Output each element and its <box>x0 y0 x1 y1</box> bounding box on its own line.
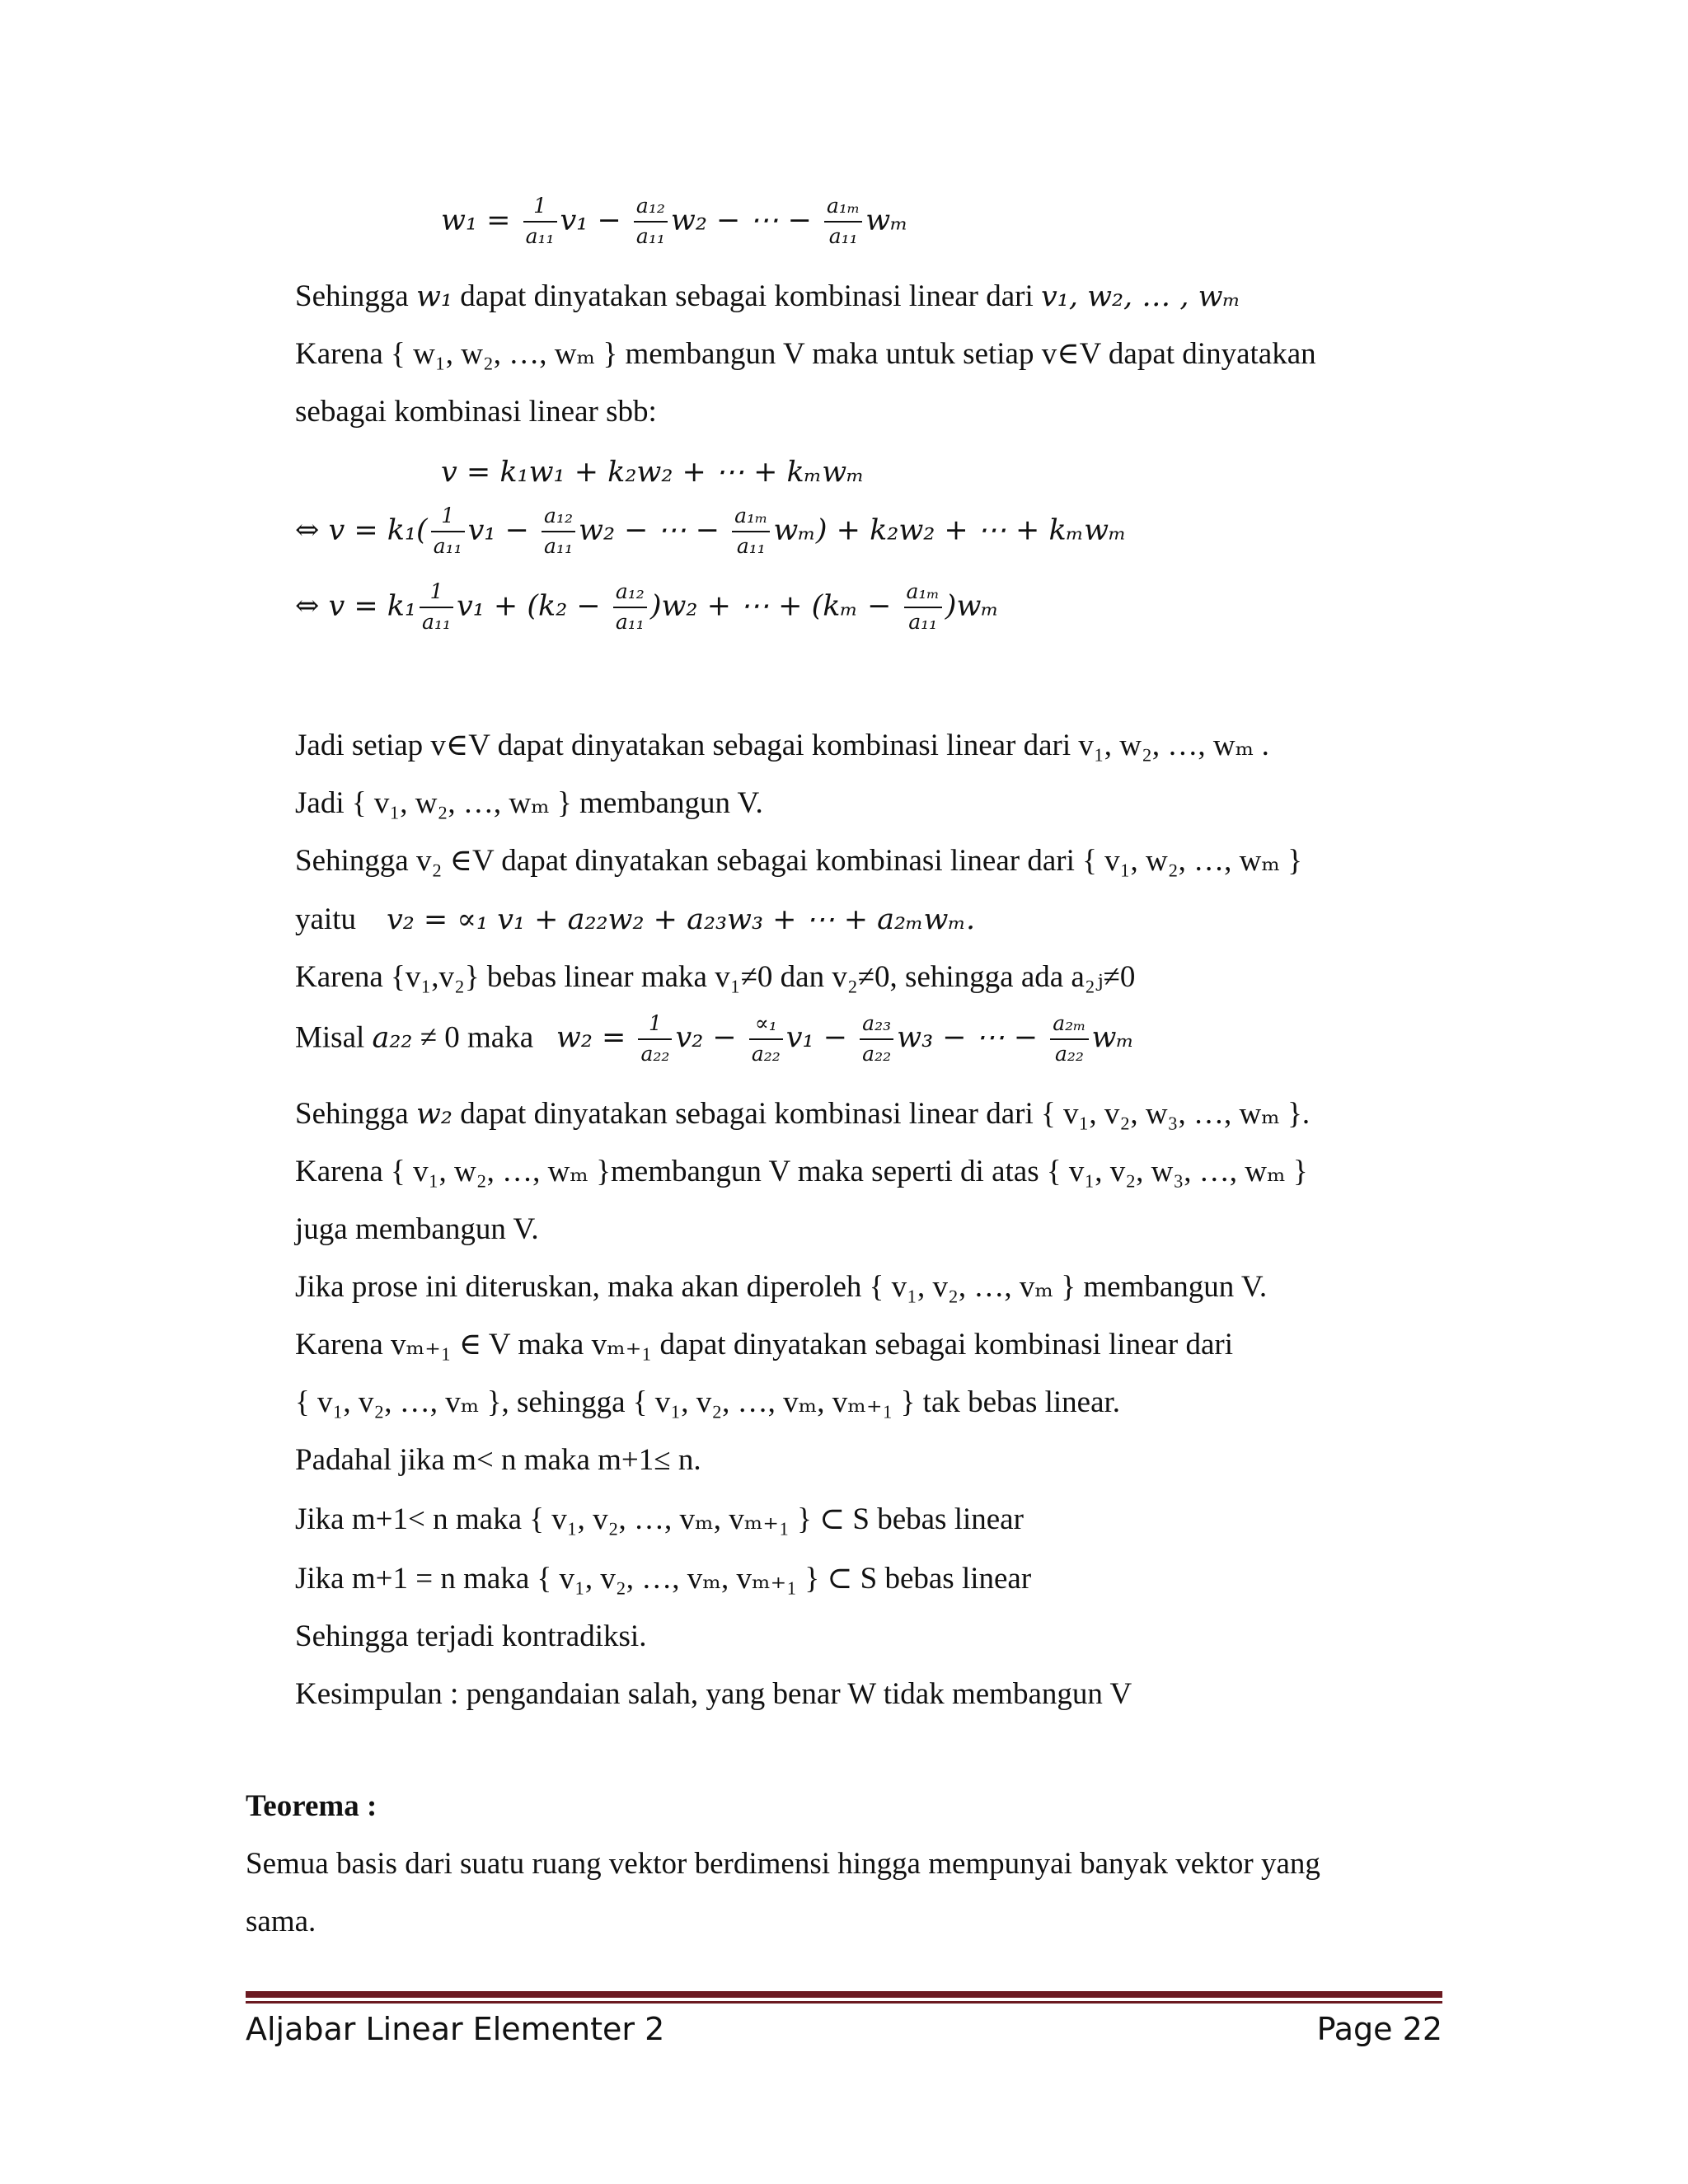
denominator: a₂₂ <box>1054 1041 1084 1066</box>
eq-part: v₁ + (k₂ − <box>457 589 610 623</box>
eq-part: v₁ − <box>467 513 539 547</box>
numerator: a₁₂ <box>634 194 668 223</box>
eq-part: wₘ <box>865 204 908 237</box>
paragraph-line: Jadi setiap v∈V dapat dinyatakan sebagai kombinasi linear dari v₁, w₂, …, wₘ . <box>295 729 1269 762</box>
paragraph-line: Karena vₘ₊₁ ∈ V maka vₘ₊₁ dapat dinyatakan sebagai kombinasi linear dari <box>295 1328 1234 1361</box>
text: yaitu <box>295 902 356 936</box>
eq-part: w₂ − ⋯ − <box>579 513 729 547</box>
footer-title: Aljabar Linear Elementer 2 <box>246 2011 665 2047</box>
text: ≠ 0 maka <box>412 1020 534 1055</box>
fraction <box>638 1012 672 1066</box>
eq-part: wₘ <box>1091 1021 1134 1055</box>
numerator: 1 <box>523 194 557 223</box>
text: dapat dinyatakan sebagai kombinasi linear dari <box>452 279 1042 313</box>
numerator: 1 <box>431 504 465 532</box>
eq-part: ⇔ v = k₁ <box>295 589 417 623</box>
footer-rule <box>246 1991 1442 1998</box>
paragraph-line: Jika m+1 = n maka { v₁, v₂, …, vₘ, vₘ₊₁ } ⊂ S bebas linear <box>295 1562 1032 1596</box>
numerator: a₁₂ <box>613 580 647 608</box>
eq-part: w₃ − ⋯ − <box>897 1021 1048 1055</box>
paragraph-line: Sehingga terjadi kontradiksi. <box>295 1619 647 1653</box>
equation-w2 <box>556 1011 1134 1066</box>
math-inline: w₁ <box>415 280 452 313</box>
denominator: a₁₁ <box>433 533 462 558</box>
denominator: a₁₁ <box>525 223 555 248</box>
text: Misal <box>295 1020 373 1055</box>
fraction <box>824 194 862 249</box>
denominator: a₁₁ <box>422 609 451 634</box>
eq-part: v₂ − <box>675 1021 746 1055</box>
numerator: a₁ₘ <box>732 504 770 532</box>
eq-part: w₁ = <box>441 204 520 237</box>
paragraph-line: Kesimpulan : pengandaian salah, yang benar W tidak membangun V <box>295 1677 1132 1711</box>
equation-v-collected <box>295 580 999 635</box>
fraction <box>420 580 453 635</box>
paragraph-line <box>295 902 975 938</box>
eq-part: )wₘ <box>945 589 999 623</box>
numerator: a₂₃ <box>860 1012 893 1040</box>
numerator: a₁ₘ <box>824 194 862 223</box>
paragraph-line: sebagai kombinasi linear sbb: <box>295 395 657 429</box>
equation-v-expanded <box>295 504 1127 559</box>
paragraph-line <box>295 1012 1134 1066</box>
text: Sehingga <box>295 279 416 313</box>
numerator: 1 <box>638 1012 672 1040</box>
theorem-heading: Teorema : <box>246 1789 377 1823</box>
numerator: 1 <box>420 580 453 608</box>
paragraph-line: Jika prose ini diteruskan, maka akan diperoleh { v₁, v₂, …, vₘ } membangun V. <box>295 1270 1268 1304</box>
denominator: a₁₁ <box>544 533 573 558</box>
denominator: a₂₂ <box>751 1041 781 1066</box>
equation-v: v = k₁w₁ + k₂w₂ + ⋯ + kₘwₘ <box>441 456 865 489</box>
paragraph-line: Karena { v₁, w₂, …, wₘ }membangun V maka seperti di atas { v₁, v₂, w₃, …, wₘ } <box>295 1155 1308 1188</box>
math-inline: v₂ = ∝₁ v₁ + a₂₂w₂ + a₂₃w₃ + ⋯ + a₂ₘwₘ. <box>386 903 976 936</box>
fraction <box>431 504 465 559</box>
paragraph-line <box>295 279 1240 315</box>
denominator: a₁₁ <box>736 533 766 558</box>
eq-part: )w₂ + ⋯ + (kₘ − <box>649 589 901 623</box>
paragraph-line: Karena {v₁,v₂} bebas linear maka v₁≠0 dan v₂≠0, sehingga ada a₂ⱼ≠0 <box>295 960 1136 994</box>
eq-part: ⇔ v = k₁( <box>295 513 428 547</box>
eq-part: wₘ) + k₂w₂ + ⋯ + kₘwₘ <box>773 513 1127 547</box>
denominator: a₁₁ <box>635 223 665 248</box>
paragraph-line: Padahal jika m< n maka m+1≤ n. <box>295 1443 701 1477</box>
equation-w1 <box>441 194 908 249</box>
page-number: Page 22 <box>1316 2011 1442 2047</box>
footer-rule <box>246 2001 1442 2004</box>
eq-part: v₁ − <box>785 1021 857 1055</box>
paragraph-line: Jadi { v₁, w₂, …, wₘ } membangun V. <box>295 786 763 820</box>
paragraph-line: { v₁, v₂, …, vₘ }, sehingga { v₁, v₂, …, vₘ, vₘ₊₁ } tak bebas linear. <box>295 1385 1121 1419</box>
paragraph-line: Karena { w₁, w₂, …, wₘ } membangun V maka untuk setiap v∈V dapat dinyatakan <box>295 337 1316 371</box>
fraction <box>749 1012 783 1066</box>
numerator: a₁ₘ <box>904 580 942 608</box>
numerator: a₁₂ <box>542 504 575 532</box>
fraction <box>634 194 668 249</box>
text: dapat dinyatakan sebagai kombinasi linear dari { v₁, v₂, w₃, …, wₘ }. <box>452 1097 1311 1131</box>
fraction <box>1050 1012 1088 1066</box>
theorem-text: sama. <box>246 1905 316 1938</box>
denominator: a₂₂ <box>862 1041 892 1066</box>
fraction <box>732 504 770 559</box>
numerator: a₂ₘ <box>1050 1012 1088 1040</box>
eq-part: w₂ − ⋯ − <box>670 204 822 237</box>
fraction <box>542 504 575 559</box>
paragraph-line: Sehingga v₂ ∈V dapat dinyatakan sebagai kombinasi linear dari { v₁, w₂, …, wₘ } <box>295 844 1303 878</box>
text: Sehingga <box>295 1097 416 1131</box>
fraction <box>613 580 647 635</box>
paragraph-line: juga membangun V. <box>295 1212 539 1246</box>
paragraph-line: Jika m+1< n maka { v₁, v₂, …, vₘ, vₘ₊₁ } ⊂ S bebas linear <box>295 1502 1024 1536</box>
math-inline: w₂ <box>415 1098 452 1131</box>
numerator: ∝₁ <box>749 1012 783 1040</box>
eq-part: w₂ = <box>556 1021 635 1055</box>
denominator: a₁₁ <box>908 609 938 634</box>
theorem-text: Semua basis dari suatu ruang vektor berdimensi hingga mempunyai banyak vektor yang <box>246 1847 1320 1881</box>
math-inline: a₂₂ <box>372 1021 413 1055</box>
fraction <box>523 194 557 249</box>
denominator: a₁₁ <box>828 223 858 248</box>
math-inline: v₁, w₂, … , wₘ <box>1041 280 1241 313</box>
denominator: a₂₂ <box>640 1041 670 1066</box>
fraction <box>904 580 942 635</box>
paragraph-line <box>295 1096 1310 1132</box>
eq-part: v₁ − <box>560 204 631 237</box>
denominator: a₁₁ <box>615 609 645 634</box>
fraction <box>860 1012 893 1066</box>
